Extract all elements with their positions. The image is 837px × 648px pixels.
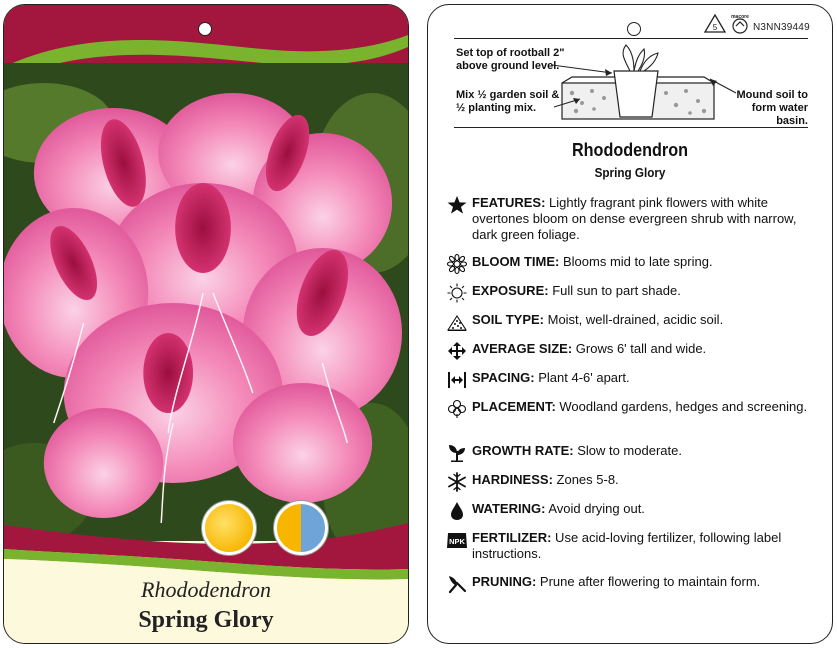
divider: [454, 38, 808, 39]
hang-hole: [198, 22, 212, 36]
feature-row-fertilizer: NPK FERTILIZER: Use acid-loving fertilizer, following label instructions.: [446, 530, 818, 562]
macore-logo-icon: [729, 13, 751, 35]
placement-icon: [446, 399, 468, 419]
spacing-icon: [446, 370, 468, 390]
svg-text:5: 5: [712, 23, 718, 32]
feature-row-growth-rate: GROWTH RATE: Slow to moderate.: [446, 443, 818, 463]
sun-icon: [446, 283, 468, 303]
sku-code: N3NN39449: [753, 22, 810, 33]
common-name: Rhododendron: [141, 577, 271, 602]
feature-row-watering: WATERING: Avoid drying out.: [446, 501, 818, 521]
front-tag: [3, 4, 409, 644]
feature-row-hardiness: HARDINESS: Zones 5-8.: [446, 472, 818, 492]
size-icon: [446, 341, 468, 361]
flower-photo: [4, 63, 408, 541]
hang-hole: [627, 22, 641, 36]
water-drop-icon: [446, 501, 468, 521]
cultivar-name: Spring Glory: [138, 607, 274, 633]
feature-row-average-size: AVERAGE SIZE: Grows 6' tall and wide.: [446, 341, 818, 361]
flower-icon: [446, 254, 468, 274]
part-shade-icon: [274, 501, 328, 555]
divider: [454, 127, 808, 128]
svg-text:macore: macore: [731, 14, 749, 20]
recycle-5-icon: [704, 14, 726, 34]
feature-row-spacing: SPACING: Plant 4-6' apart.: [446, 370, 818, 390]
growth-icon: [446, 443, 468, 463]
full-sun-icon: [202, 501, 256, 555]
plant-title: Rhododendron: [571, 140, 689, 160]
pruners-icon: [446, 574, 468, 594]
feature-row-placement: PLACEMENT: Woodland gardens, hedges and screening.: [446, 399, 818, 419]
soil-mix-note: Mix ½ garden soil & ½ planting mix.: [456, 89, 560, 114]
planting-diagram: [454, 43, 808, 127]
feature-row-pruning: PRUNING: Prune after flowering to maintain form.: [446, 574, 818, 594]
star-icon: [446, 195, 468, 215]
soil-icon: [446, 312, 468, 332]
plant-subtitle: Spring Glory: [594, 165, 666, 180]
rootball-note: Set top of rootball 2" above ground level.: [456, 47, 565, 72]
back-tag: [427, 4, 833, 644]
feature-row-features: FEATURES: Lightly fragrant pink flowers with white overtones bloom on dense evergreen shrub with narrow, dark green foliage.: [446, 195, 818, 243]
water-basin-note: Mound soil to form water basin.: [736, 89, 808, 127]
snowflake-icon: [446, 472, 468, 492]
feature-row-soil-type: SOIL TYPE: Moist, well-drained, acidic soil.: [446, 312, 818, 332]
feature-row-bloom-time: BLOOM TIME: Blooms mid to late spring.: [446, 254, 818, 274]
feature-row-exposure: EXPOSURE: Full sun to part shade.: [446, 283, 818, 303]
svg-text:NPK: NPK: [449, 537, 465, 546]
npk-icon: [446, 530, 468, 550]
